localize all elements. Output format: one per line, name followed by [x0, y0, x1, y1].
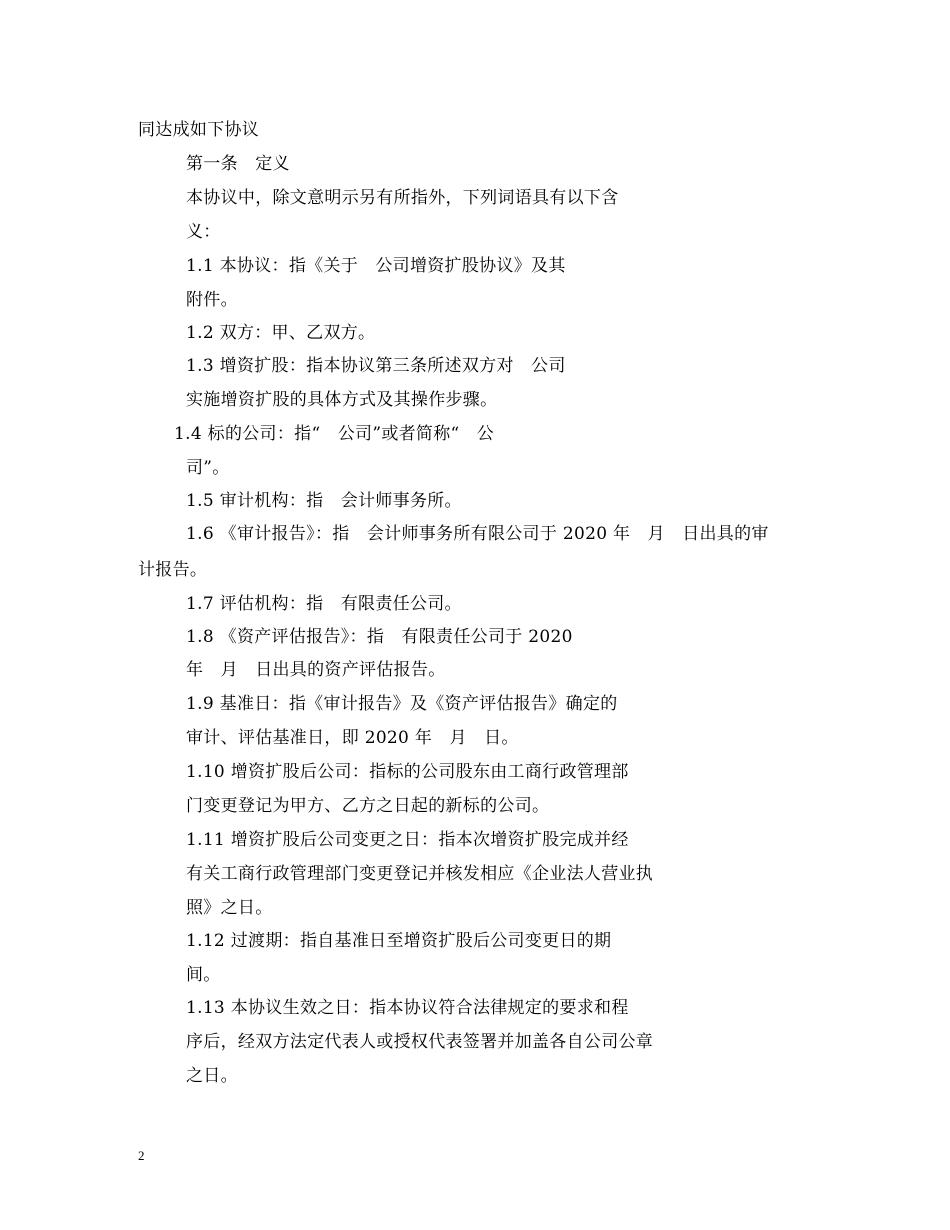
- text-line: 有关工商行政管理部门变更登记并核发相应《企业法人营业执: [186, 864, 654, 884]
- definition-item: 1.1 本协议：指《关于 公司增资扩股协议》及其: [186, 256, 566, 276]
- text-line: 实施增资扩股的具体方式及其操作步骤。: [186, 390, 498, 410]
- text-line: 门变更登记为甲方、乙方之日起的新标的公司。: [186, 796, 550, 816]
- definition-item: 1.12 过渡期：指自基准日至增资扩股后公司变更日的期: [186, 931, 612, 951]
- text-line: 本协议中，除文意明示另有所指外，下列词语具有以下含: [186, 188, 619, 208]
- text-line: 审计、评估基准日，即 2020 年 月 日。: [186, 728, 519, 748]
- definition-item: 1.7 评估机构：指 有限责任公司。: [186, 594, 462, 614]
- definition-item: 1.10 增资扩股后公司：指标的公司股东由工商行政管理部: [186, 762, 629, 782]
- definition-item: 1.2 双方：甲、乙双方。: [186, 323, 376, 343]
- text-line: 同达成如下协议: [138, 120, 260, 140]
- text-line: 照》之日。: [186, 898, 273, 918]
- definition-item: 1.5 审计机构：指 会计师事务所。: [186, 491, 462, 511]
- text-line: 年 月 日出具的资产评估报告。: [186, 660, 446, 680]
- text-line: 附件。: [186, 290, 238, 310]
- definition-item: 1.3 增资扩股：指本协议第三条所述双方对 公司: [186, 356, 566, 376]
- text-line: 之日。: [186, 1066, 238, 1086]
- definition-item: 1.6 《审计报告》：指 会计师事务所有限公司于 2020 年 月 日出具的审: [186, 524, 769, 544]
- text-line: 间。: [186, 965, 221, 985]
- definition-item: 1.8 《资产评估报告》：指 有限责任公司于 2020: [186, 627, 573, 647]
- definition-item: 1.4 标的公司：指“ 公司”或者简称“ 公: [174, 424, 495, 444]
- text-line: 义：: [186, 222, 221, 242]
- text-line: 计报告。: [138, 560, 208, 580]
- text-line: 序后，经双方法定代表人或授权代表签署并加盖各自公司公章: [186, 1032, 654, 1052]
- section-heading: 第一条 定义: [186, 154, 290, 174]
- page-number: 2: [138, 1148, 145, 1163]
- definition-item: 1.11 增资扩股后公司变更之日：指本次增资扩股完成并经: [186, 830, 629, 850]
- text-line: 司”。: [186, 458, 230, 478]
- definition-item: 1.9 基准日：指《审计报告》及《资产评估报告》确定的: [186, 694, 618, 714]
- definition-item: 1.13 本协议生效之日：指本协议符合法律规定的要求和程: [186, 998, 629, 1018]
